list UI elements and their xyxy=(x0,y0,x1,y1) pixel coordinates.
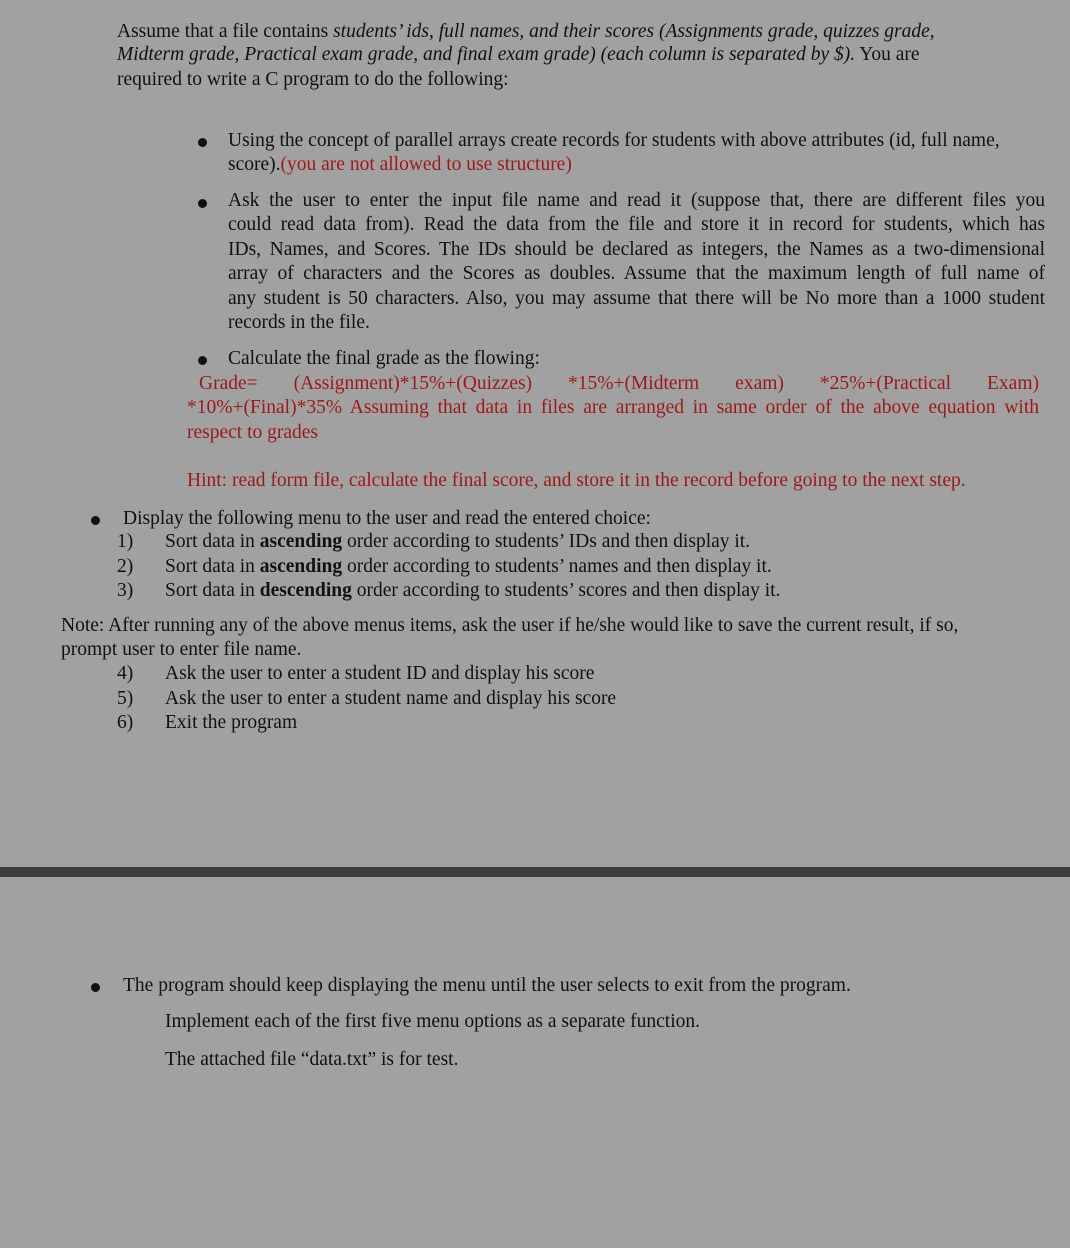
bullet3-line-1: Calculate the final grade as the flowing: xyxy=(228,348,540,369)
menu-item-number: 5) xyxy=(117,688,134,709)
intro-italic-text-2: Midterm grade, Practical exam grade, and final exam grade) (each column is separated by $). xyxy=(117,44,856,65)
menu-intro: Display the following menu to the user and read the entered choice: xyxy=(123,508,651,529)
menu-item-number: 6) xyxy=(117,712,134,733)
menu-item-number: 3) xyxy=(117,580,134,601)
bullet2-line: IDs, Names, and Scores. The IDs should be declared as integers, the Names as a two-dimensional xyxy=(228,239,1045,260)
bullet2-line: could read data from). Read the data from the file and store it in record for students, which has xyxy=(228,214,1045,235)
footer-bullet-text: The program should keep displaying the menu until the user selects to exit from the program. xyxy=(123,975,851,996)
bullet2-line: any student is 50 characters. Also, you may assume that there will be No more than a 1000 student xyxy=(228,288,1045,309)
bullet-icon xyxy=(198,356,207,365)
note-line-2: prompt user to enter file name. xyxy=(61,639,302,660)
bullet1-line-1: Using the concept of parallel arrays create records for students with above attributes (id, full name, xyxy=(228,130,1000,151)
menu-item-4: Ask the user to enter a student ID and display his score xyxy=(165,663,595,684)
bullet-icon xyxy=(91,516,100,525)
intro-text-2: You are xyxy=(855,44,920,65)
bullet1-line-2: score).(you are not allowed to use structure) xyxy=(228,154,572,175)
bullet2-line: Ask the user to enter the input file name and read it (suppose that, there are different files you xyxy=(228,190,1045,211)
bullet1-red-note: (you are not allowed to use structure) xyxy=(280,154,572,175)
menu-item-number: 2) xyxy=(117,556,134,577)
intro-line-2 xyxy=(117,43,920,67)
footer-implement-text: Implement each of the first five menu options as a separate function. xyxy=(165,1011,700,1032)
intro-line-1 xyxy=(117,20,935,44)
bullet2-line: array of characters and the Scores as doubles. Assume that the maximum length of full name of xyxy=(228,263,1045,284)
hint-text: Hint: read form file, calculate the final score, and store it in the record before going to the next step. xyxy=(187,470,966,491)
footer-attached-text: The attached file “data.txt” is for test. xyxy=(165,1049,459,1070)
bullet2-line: records in the file. xyxy=(228,312,370,333)
menu-item-5: Ask the user to enter a student name and display his score xyxy=(165,688,617,709)
note-line-1: Note: After running any of the above menus items, ask the user if he/she would like to save the current result, if so, xyxy=(61,615,959,636)
menu-item-1: Sort data in ascending order according to students’ IDs and then display it. xyxy=(165,531,751,552)
bullet-icon xyxy=(198,138,207,147)
grade-formula-line-1: Grade= (Assignment)*15%+(Quizzes) *15%+(Midterm exam) *25%+(Practical Exam) xyxy=(199,373,1039,394)
menu-item-number: 4) xyxy=(117,663,134,684)
intro-text: Assume that a file contains xyxy=(117,21,334,42)
grade-formula-line-2: *10%+(Final)*35% Assuming that data in files are arranged in same order of the above equation with xyxy=(187,397,1039,418)
bullet-icon xyxy=(91,983,100,992)
bullet-icon xyxy=(198,199,207,208)
menu-item-2: Sort data in ascending order according to students’ names and then display it. xyxy=(165,556,772,577)
menu-item-3: Sort data in descending order according to students’ scores and then display it. xyxy=(165,580,781,601)
page-divider xyxy=(0,867,1070,877)
menu-item-number: 1) xyxy=(117,531,134,552)
intro-italic-text: students’ ids, full names, and their scores (Assignments grade, quizzes grade, xyxy=(333,21,935,42)
intro-line-3: required to write a C program to do the following: xyxy=(117,69,509,90)
grade-formula-line-3: respect to grades xyxy=(187,422,319,443)
menu-item-6: Exit the program xyxy=(165,712,298,733)
